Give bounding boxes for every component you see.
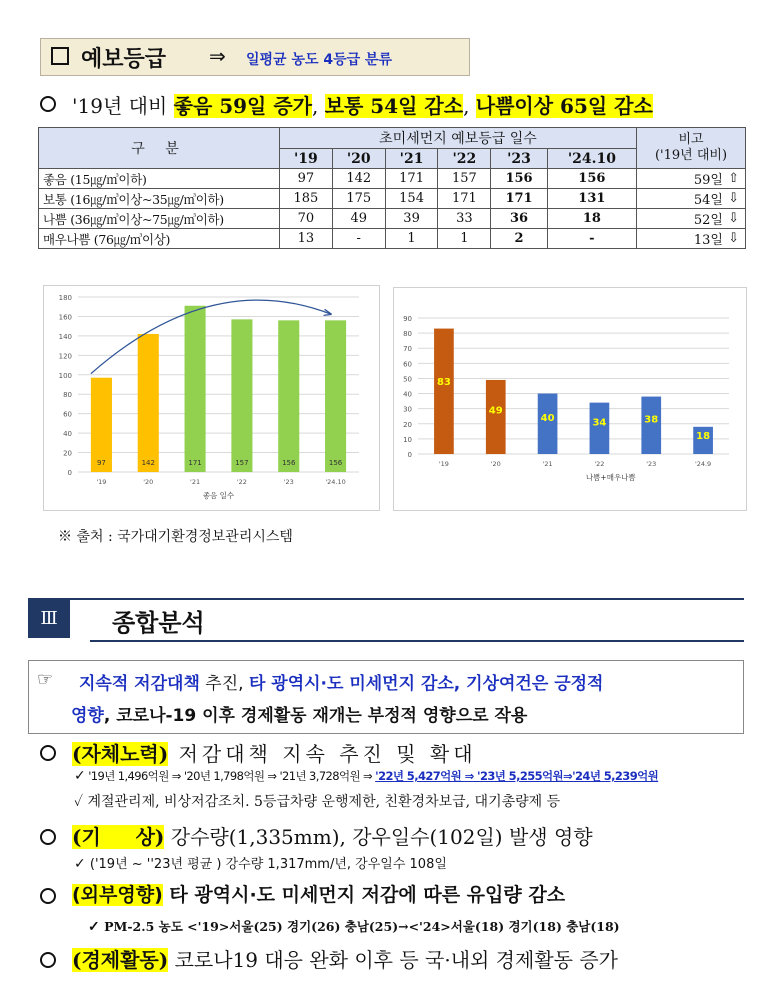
table-cell: 131 xyxy=(547,189,636,209)
table-cell: 33 xyxy=(438,209,491,229)
weather-text: ('19년 ~ ''23년 평균 ) 강수량 1,317mm/년, 강우일수 108일 xyxy=(89,857,447,872)
table-note xyxy=(637,169,746,189)
analysis-item-tag: (자체노력) xyxy=(72,742,169,766)
analysis-item-tag: (기 상) xyxy=(72,825,165,849)
table-note xyxy=(637,189,746,209)
table-cell: 171 xyxy=(385,169,438,189)
x-tick-label: '21 xyxy=(190,478,201,486)
pointing-hand-icon: ☞ xyxy=(37,669,54,690)
table-header-category: 구 분 xyxy=(39,128,280,169)
analysis-item-tag: (외부영향) xyxy=(72,884,163,906)
chart-bar xyxy=(231,319,252,472)
table-note-text: 52일 xyxy=(693,213,723,228)
y-tick-label: 10 xyxy=(403,435,412,444)
y-tick-label: 70 xyxy=(403,345,412,354)
summary-box xyxy=(28,660,744,734)
check-icon: ✓ xyxy=(74,768,86,784)
section-divider xyxy=(28,598,744,600)
y-tick-label: 60 xyxy=(403,360,412,369)
analysis-item-2 xyxy=(72,821,593,850)
pm-text: PM-2.5 농도 <'19>서울(25) 경기(26) 충남(25)→<'24>서울(18) 경기(18) 충남(18) xyxy=(104,919,620,934)
table-row-label: 보통 (16㎍/㎥이상~35㎍/㎥이하) xyxy=(39,189,280,209)
table-cell: 70 xyxy=(280,209,333,229)
y-tick-label: 180 xyxy=(58,294,72,302)
y-tick-label: 0 xyxy=(67,469,72,477)
chart-bar xyxy=(486,380,506,454)
measures-text: 계절관리제, 비상저감조치. 5등급차량 운행제한, 친환경차보급, 대기총량제 등 xyxy=(87,794,561,810)
data-label: 156 xyxy=(282,459,296,467)
analysis-item-text: 타 광역시·도 미세먼지 저감에 따른 유입량 감소 xyxy=(162,884,566,906)
table-cell: 156 xyxy=(491,169,547,189)
table-cell: 185 xyxy=(280,189,333,209)
bullet-icon xyxy=(40,96,56,112)
y-tick-label: 40 xyxy=(63,430,72,439)
table-cell: 2 xyxy=(491,229,547,249)
table-note xyxy=(637,229,746,249)
budget-line xyxy=(74,768,658,784)
table-year-header: '19 xyxy=(280,149,333,169)
table-year-header: '23 xyxy=(491,149,547,169)
comparison-good: 좋음 59일 증가 xyxy=(173,94,312,118)
analysis-item-text: 강수량(1,335mm), 강우일수(102일) 발생 영향 xyxy=(164,825,593,849)
table-cell: 39 xyxy=(385,209,438,229)
section-header-title: 예보등급 xyxy=(81,47,167,72)
x-tick-label: '22 xyxy=(236,478,247,486)
x-tick-label: '23 xyxy=(646,460,657,468)
arrow-down-icon: ⇩ xyxy=(728,191,739,206)
y-tick-label: 30 xyxy=(403,405,412,414)
y-tick-label: 0 xyxy=(407,451,412,459)
table-header-note-title: 비고 xyxy=(678,132,704,147)
table-cell: 157 xyxy=(438,169,491,189)
y-tick-label: 80 xyxy=(403,330,412,339)
y-tick-label: 40 xyxy=(403,390,412,399)
y-tick-label: 20 xyxy=(403,420,412,429)
table-cell: 1 xyxy=(385,229,438,249)
summary-part: 추진, xyxy=(199,674,249,694)
summary-part: , 코로나-19 이후 경제활동 재개는 부정적 영향으로 작용 xyxy=(103,706,528,726)
table-cell: 175 xyxy=(332,189,385,209)
table-cell: 154 xyxy=(385,189,438,209)
bullet-icon xyxy=(40,952,56,968)
analysis-item-1 xyxy=(72,738,477,767)
comparison-bad: 나쁨이상 65일 감소 xyxy=(475,94,653,118)
chart-good-days-svg xyxy=(44,286,379,510)
summary-part: 지속적 저감대책 xyxy=(79,674,200,694)
table-body xyxy=(39,169,746,249)
x-axis-label: 좋음 일수 xyxy=(202,491,235,500)
measures-line xyxy=(74,791,560,811)
y-tick-label: 80 xyxy=(63,391,72,400)
data-label: 49 xyxy=(488,405,503,417)
table-header-group: 초미세먼지 예보등급 일수 xyxy=(280,128,637,149)
table-year-header: '24.10 xyxy=(547,149,636,169)
section-divider xyxy=(90,640,744,642)
data-label: 97 xyxy=(96,459,106,467)
check-icon: ✓ xyxy=(74,794,84,810)
table-cell: 97 xyxy=(280,169,333,189)
table-cell: 1 xyxy=(438,229,491,249)
data-label: 38 xyxy=(644,414,659,426)
data-label: 142 xyxy=(141,459,155,467)
analysis-item-text: 저감대책 지속 추진 및 확대 xyxy=(168,742,477,766)
y-tick-label: 120 xyxy=(58,352,72,361)
data-label: 34 xyxy=(592,417,607,429)
check-icon: ✓ xyxy=(74,856,86,872)
table-cell: 18 xyxy=(547,209,636,229)
table-row xyxy=(39,209,746,229)
table-note-text: 13일 xyxy=(693,233,723,248)
bullet-icon xyxy=(40,745,56,761)
table-row xyxy=(39,169,746,189)
weather-line xyxy=(74,853,447,872)
table-cell: 171 xyxy=(438,189,491,209)
table-cell: - xyxy=(547,229,636,249)
table-year-header: '22 xyxy=(438,149,491,169)
analysis-item-3 xyxy=(72,880,565,907)
x-axis-label: 나쁨+매우나쁨 xyxy=(585,473,636,482)
summary-part: 영향 xyxy=(71,706,104,726)
table-cell: 36 xyxy=(491,209,547,229)
table-cell: 13 xyxy=(280,229,333,249)
checkbox-icon xyxy=(51,47,69,65)
analysis-item-4 xyxy=(72,944,618,973)
chart-bar xyxy=(278,320,299,472)
pm-line xyxy=(88,917,620,935)
table-cell: 142 xyxy=(332,169,385,189)
y-tick-label: 60 xyxy=(63,410,72,419)
x-tick-label: '23 xyxy=(283,478,294,486)
y-tick-label: 20 xyxy=(63,449,72,458)
table-row xyxy=(39,189,746,209)
chart-bad-days-svg xyxy=(394,288,746,510)
x-tick-label: '20 xyxy=(143,478,154,486)
table-cell: - xyxy=(332,229,385,249)
table-cell: 49 xyxy=(332,209,385,229)
table-note-text: 59일 xyxy=(693,173,723,188)
comparison-line xyxy=(72,90,653,119)
table-note-text: 54일 xyxy=(693,193,723,208)
arrow-down-icon: ⇩ xyxy=(728,211,739,226)
x-tick-label: '19 xyxy=(438,460,449,468)
bullet-icon xyxy=(40,888,56,904)
section-title: 종합분석 xyxy=(112,609,205,637)
table-row xyxy=(39,229,746,249)
y-tick-label: 160 xyxy=(58,313,72,322)
data-label: 157 xyxy=(235,459,249,467)
y-tick-label: 50 xyxy=(403,375,412,384)
section-number: Ⅲ xyxy=(28,600,70,638)
arrow-icon: ⇒ xyxy=(209,44,226,68)
table-note xyxy=(637,209,746,229)
x-tick-label: '21 xyxy=(542,460,553,468)
summary-part: 타 광역시·도 미세먼지 감소, 기상여건은 긍정적 xyxy=(248,674,604,694)
summary-line-1 xyxy=(79,669,603,694)
data-label: 156 xyxy=(328,459,343,467)
y-tick-label: 100 xyxy=(58,371,72,380)
comparison-normal: 보통 54일 감소 xyxy=(324,94,464,118)
x-tick-label: '24.10 xyxy=(325,478,346,486)
x-tick-label: '24.9 xyxy=(694,460,712,468)
chart-bad-days xyxy=(393,287,747,511)
forecast-table xyxy=(38,127,746,249)
x-tick-label: '20 xyxy=(490,460,501,468)
check-icon: ✓ xyxy=(88,919,100,935)
table-row-label: 좋음 (15㎍/㎥이하) xyxy=(39,169,280,189)
chart-bar xyxy=(325,320,346,472)
table-cell: 171 xyxy=(491,189,547,209)
table-header-note-sub: ('19년 대비) xyxy=(654,148,728,163)
section-header-subtitle: 일평균 농도 4등급 분류 xyxy=(246,52,393,68)
chart-bar xyxy=(538,394,558,454)
summary-line-2 xyxy=(71,701,527,726)
table-header-note xyxy=(637,128,746,169)
budget-history: '19년 1,496억원 ⇒ '20년 1,798억원 ⇒ '21년 3,728억원 ⇒ xyxy=(88,769,376,783)
budget-recent: '22년 5,427억원 ⇒ '23년 5,255억원⇒'24년 5,239억원 xyxy=(375,769,659,783)
table-row-label: 매우나쁨 (76㎍/㎥이상) xyxy=(39,229,280,249)
arrow-up-icon: ⇧ xyxy=(728,171,739,186)
x-tick-label: '22 xyxy=(594,460,605,468)
section-header-box xyxy=(40,38,470,76)
comparison-sep: , xyxy=(311,94,319,118)
chart-bar xyxy=(138,334,159,472)
chart-bar xyxy=(434,329,454,454)
y-tick-label: 90 xyxy=(403,315,412,323)
table-year-header: '20 xyxy=(332,149,385,169)
chart-bar xyxy=(185,306,206,472)
chart-good-days xyxy=(43,285,380,511)
comparison-sep: , xyxy=(463,94,470,118)
arrow-down-icon: ⇩ xyxy=(728,231,739,246)
comparison-prefix: '19년 대비 xyxy=(72,94,168,118)
analysis-item-text: 코로나19 대응 완화 이후 등 국·내외 경제활동 증가 xyxy=(168,948,618,972)
y-tick-label: 140 xyxy=(58,332,72,341)
source-note: ※ 출처 : 국가대기환경정보관리시스템 xyxy=(58,529,293,545)
table-cell: 156 xyxy=(547,169,636,189)
x-tick-label: '19 xyxy=(96,478,107,486)
analysis-item-tag: (경제활동) xyxy=(72,948,169,972)
data-label: 18 xyxy=(696,431,711,443)
chart-bar xyxy=(91,378,112,472)
bullet-icon xyxy=(40,829,56,845)
data-label: 171 xyxy=(188,459,202,467)
data-label: 40 xyxy=(540,412,555,424)
data-label: 83 xyxy=(436,377,451,389)
table-row-label: 나쁨 (36㎍/㎥이상~75㎍/㎥이하) xyxy=(39,209,280,229)
table-year-header: '21 xyxy=(385,149,438,169)
